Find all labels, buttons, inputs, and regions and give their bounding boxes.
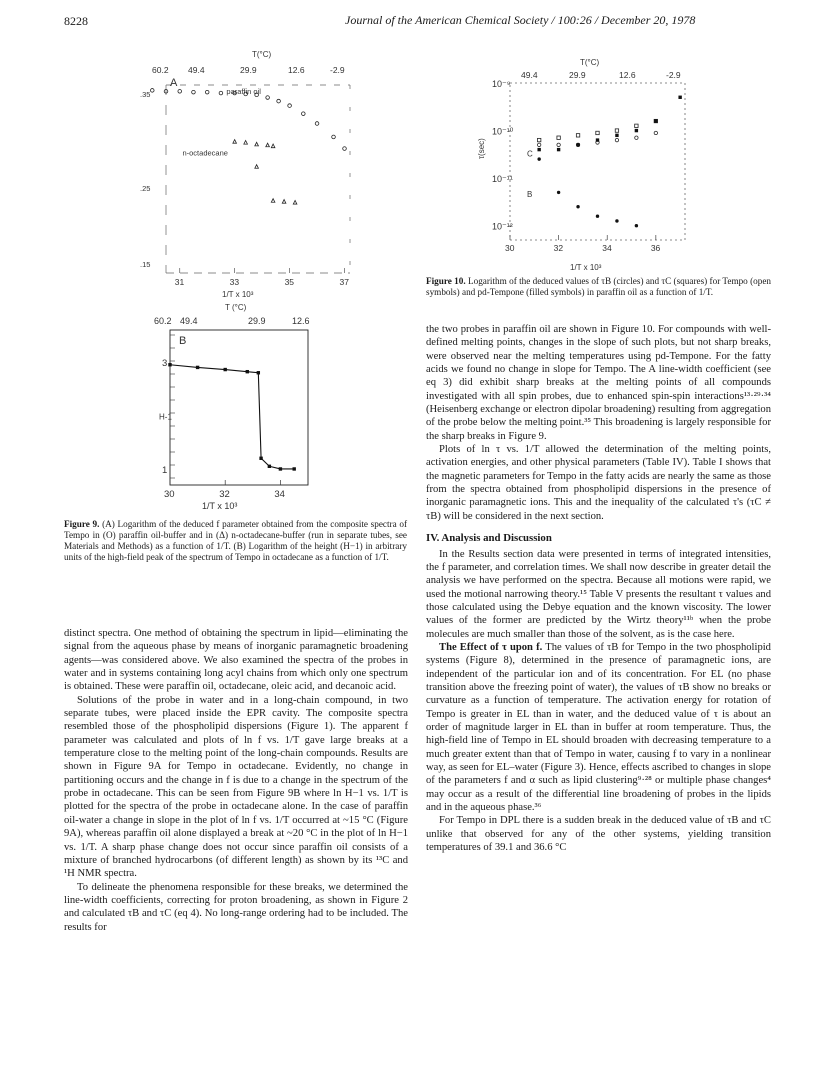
data-point (246, 370, 249, 373)
data-point (255, 165, 259, 169)
data-point (268, 465, 271, 468)
top-axis-label: T(°C) (580, 58, 600, 67)
x-tick-label: 32 (219, 489, 230, 500)
data-point (635, 129, 638, 132)
x-tick-label: 30 (505, 243, 515, 253)
data-point (537, 138, 540, 141)
data-point (282, 200, 286, 204)
series-line (170, 365, 294, 469)
y-tick-label: 10⁻¹² (492, 221, 513, 232)
data-point (233, 140, 237, 144)
data-point (293, 200, 297, 204)
data-point (168, 363, 171, 366)
data-point (219, 91, 223, 95)
paragraph: The values of τB for Tempo in the two phospholipid systems (Figure 8), determined in the presence of paramagnetic ions, are independent of the particular ion and of its concentration. For EL (no phase transition above the freezing point of water), the values of τB show no breaks or curvature as a function of temperature. The activation energy for rotation of Tempo is greater in EL than in water, and the deduced value of τ is about an order of magnitude larger in EL than in buffer at room temperature. Thus, the high-field line of Tempo in EL should broaden with decreasing temperature to a much greater extent than that of Tempo in water, causing f to vary in a nonlinear way, as seen for EL–water (Figure 3). Hence, effects ascribed to changes in slope of the parameters f and α such as lipid clustering⁹·²⁸ or multiple phase changes⁴ may occur as a result of the differential line broadening of probes in the lipids and in the aqueous phase.³⁶ (426, 641, 771, 814)
data-point (615, 129, 618, 132)
figure-10-caption (426, 276, 771, 298)
figure-10-text: Logarithm of the deduced values of τB (circles) and τC (squares) for Tempo (open symbols) and pd-Tempone (filled symbols) in paraffin oil as a function of 1/T. (426, 276, 772, 298)
subheading: The Effect of τ upon f. (439, 641, 543, 653)
plot-frame (170, 330, 308, 485)
top-axis-label: T (°C) (225, 303, 247, 312)
data-point (576, 134, 579, 137)
data-point (279, 467, 282, 470)
page-number: 8228 (64, 14, 88, 28)
data-point (332, 135, 336, 139)
panel-label: A (170, 77, 178, 89)
data-point (315, 122, 319, 126)
y-tick-label: 10⁻¹⁰ (492, 126, 514, 137)
data-point (277, 99, 281, 103)
data-point (576, 143, 579, 146)
x-tick-label: 32 (553, 243, 564, 253)
data-point (537, 143, 540, 146)
data-point (576, 205, 579, 208)
top-tick-label: 60.2 (152, 65, 169, 75)
top-tick-label: 49.4 (188, 65, 205, 75)
data-point (557, 136, 560, 139)
x-axis-label: 1/T x 10³ (222, 290, 254, 299)
data-point (537, 157, 540, 160)
data-point (654, 131, 657, 134)
y-tick-label: 10⁻⁹ (492, 79, 511, 89)
data-point (557, 148, 560, 151)
top-tick-label: 49.4 (180, 316, 198, 326)
x-tick-label: 35 (284, 277, 295, 287)
top-tick-label: 12.6 (292, 316, 310, 326)
x-tick-label: 37 (339, 277, 349, 287)
data-point (150, 89, 154, 93)
data-point (224, 368, 227, 371)
top-tick-label: -2.9 (330, 65, 345, 75)
data-point (596, 215, 599, 218)
data-point (635, 136, 638, 139)
data-point (196, 366, 199, 369)
y-axis-label: H-1 (159, 412, 172, 422)
data-point (343, 147, 347, 151)
y-tick-label: .35 (140, 89, 151, 99)
journal-header: Journal of the American Chemical Society / 100:26 / December 20, 1978 (345, 13, 696, 27)
paragraph: Solutions of the probe in water and in a long-chain compound, in two separate tubes, were placed inside the EPR cavity. The composite spectra resembled those of the phospholipid dispersions (Figure 1). The apparent f parameter was calculated and plots of ln f vs. 1/T gave large breaks at a temperature close to the melting point of the long-chain compounds. Results are shown in Figure 9A for Tempo in octadecane. Evidently, no change in partitioning occurs and the change in f is due to a change in the spectrum of the probe in octadecane. This can be seen from Figure 9B where ln H−1 vs. 1/T is plotted for the spectra of the probe in octadecane alone. In the case of paraffin oil-water a change in slope in the plot of ln f vs. 1/T occurred at ~15 °C (Figure 9A), whereas paraffin oil alone displayed a break at ~20 °C in the plot of ln H−1 vs. 1/T. A sharp phase change does not occur since paraffin oil consists of a mixture of branched hydrocarbons (of different length) as shown by its ¹³C and ¹H NMR spectra. (64, 694, 408, 880)
data-point (266, 143, 270, 147)
data-point (178, 89, 182, 93)
panel-label: B (179, 335, 187, 347)
data-point (654, 119, 657, 122)
paragraph: In the Results section data were presented in terms of integrated intensities, the f parameter, and correlation times. We shall now describe in greater detail the analysis we have performed on the spectra. Because all motions were rapid, we used the motional narrowing theory.¹⁵ Table V presents the resultant τ values and those calculated using the Debye equation and the known viscosity. The lower values of the former are predicted by the Wirtz theory¹¹ᵇ when the probe molecules are much smaller than those of the solvent, as is the case here. (426, 548, 771, 640)
x-tick-label: 34 (274, 489, 285, 500)
data-point (271, 144, 275, 148)
x-axis-label: 1/T x 10³ (570, 263, 602, 272)
paragraph: Plots of ln τ vs. 1/T allowed the determination of the melting points, activation energies, and other physical parameters (Table IV). Table I shows that the magnetic parameters for Tempo in the fatty acids are nearly the same as those from the spectra obtained from phospholipid dispersions in the presence of inorganic paramagnetic ions. This and the inequality of the calculated τ's (τC ≠ τB) will be considered in the next section. (426, 444, 771, 522)
data-point (257, 371, 260, 374)
top-tick-label: 60.2 (154, 316, 172, 326)
y-tick-label: .25 (140, 183, 151, 193)
paragraph: distinct spectra. One method of obtaining the spectrum in lipid—eliminating the signal from the aqueous phase by means of inorganic paramagnetic broadening agents—was considered above. We also examined the spectra of the probes in water and in systems containing long acyl chains from which only one spectrum is obtained. These were paraffin oil, octadecane, oleic acid, and decanoic acid. (64, 628, 408, 693)
x-tick-label: 31 (174, 277, 185, 287)
data-point (615, 138, 618, 141)
y-tick-label: 10⁻¹¹ (492, 174, 513, 185)
y-tick-label: 3 (162, 358, 168, 370)
top-tick-label: 29.9 (240, 65, 257, 75)
annotation: paraffin oil (226, 86, 261, 96)
data-point (205, 90, 209, 94)
data-point (635, 224, 638, 227)
left-column-text (64, 627, 408, 934)
annotation: n-octadecane (182, 148, 228, 158)
data-point (557, 143, 560, 146)
data-point (266, 96, 270, 100)
top-tick-label: 49.4 (521, 70, 538, 80)
section-heading: IV. Analysis and Discussion (426, 532, 552, 545)
data-point (615, 219, 618, 222)
data-point (259, 457, 262, 460)
data-point (302, 112, 306, 116)
figure-10-chart (470, 55, 720, 275)
top-tick-label: 12.6 (619, 70, 636, 80)
data-point (635, 124, 638, 127)
annotation: C (527, 149, 533, 159)
paragraph: For Tempo in DPL there is a sudden break in the deduced value of τB and τC unlike that observed for any of the other systems, yielding transition temperatures of 39.1 and 36.6 °C (426, 815, 771, 854)
data-point (615, 134, 618, 137)
figure-10-label: Figure 10. (426, 276, 466, 286)
figure-9-caption (64, 519, 407, 563)
data-point (255, 142, 259, 146)
paragraph: the two probes in paraffin oil are shown in Figure 10. For compounds with well-defined melting points, changes in the slope of such plots, but not sharp breaks, were observed near the melting temperatures using pd-Tempone. For the fatty acids we found no change in slope for Tempo. The A line-width coefficient (see eq 3) did exhibit sharp breaks at the melting points of all compounds investigated with all spin probes, due to enhanced spin-spin interactions¹³·²⁹·³⁴ (Heisenberg exchange or electron dipolar broadening) resulting from aggregation of the probe below the melting point.³⁵ This broadening is largely responsible for the sharp breaks in Figure 9. (426, 324, 771, 442)
top-axis-label: T(°C) (252, 50, 272, 59)
top-tick-label: 12.6 (288, 65, 305, 75)
x-tick-label: 30 (164, 489, 175, 500)
data-point (288, 104, 292, 108)
paragraph: To delineate the phenomena responsible for these breaks, we determined the line-width coefficients, correcting for proton broadening, as shown in Figure 2 and calculated τB and τC (eq 4). No long-range ordering had to be included. The results for (64, 881, 408, 933)
top-tick-label: 29.9 (569, 70, 586, 80)
figure-9-label: Figure 9. (64, 519, 100, 529)
annotation: B (527, 190, 533, 200)
right-column-text (426, 323, 771, 854)
x-tick-label: 33 (229, 277, 240, 287)
x-axis-label: 1/T x 10³ (202, 501, 238, 511)
data-point (596, 131, 599, 134)
data-point (596, 138, 599, 141)
figure-9b-chart (140, 300, 340, 515)
data-point (678, 96, 681, 99)
data-point (557, 191, 560, 194)
top-tick-label: 29.9 (248, 316, 266, 326)
data-point (244, 140, 248, 144)
x-tick-label: 36 (650, 243, 661, 253)
data-point (192, 90, 196, 94)
data-point (271, 199, 275, 203)
y-tick-label: .15 (140, 260, 151, 270)
x-tick-label: 34 (602, 243, 612, 253)
top-tick-label: -2.9 (666, 70, 681, 80)
data-point (293, 467, 296, 470)
figure-9-text: (A) Logarithm of the deduced f parameter obtained from the composite spectra of Tempo in (O) paraffin oil-buffer and in (Δ) n-octadecane-buffer (run in separate tubes, see Materials and Methods) as a function of 1/T. (B) Logarithm of the height (H−1) in arbitrary units of the high-field peak of the spectrum of Tempo in octadecane as a function of 1/T. (64, 519, 408, 563)
y-axis-label: τ(sec) (477, 138, 486, 160)
data-point (537, 148, 540, 151)
y-tick-label: 1 (162, 464, 168, 476)
figure-9a-chart (140, 45, 370, 305)
